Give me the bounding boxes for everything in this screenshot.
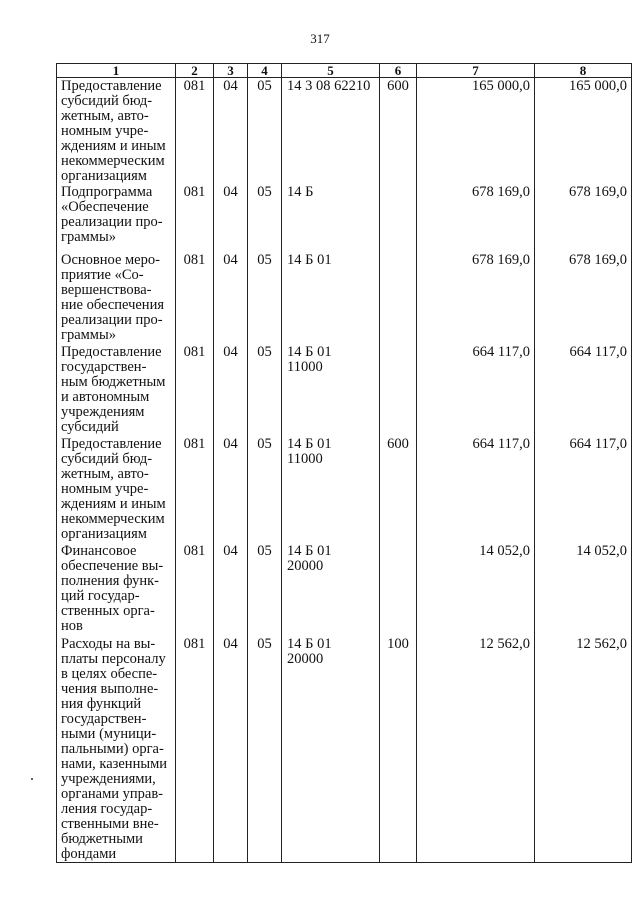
row-name-cell — [57, 436, 176, 543]
table-row — [57, 78, 632, 185]
row-name-cell — [57, 543, 176, 636]
sum-year2-cell: 678 169,0 — [535, 184, 632, 252]
column-header: 8 — [535, 64, 632, 78]
pr-cell: 05 — [248, 344, 282, 436]
sum-year1-cell: 678 169,0 — [417, 252, 535, 344]
csr-cell — [282, 252, 380, 344]
vr-cell: 600 — [380, 436, 417, 543]
csr-code: 14 Б 01 20000 — [287, 543, 332, 574]
sum-year2-cell: 14 052,0 — [535, 543, 632, 636]
table-row — [57, 543, 632, 636]
page-number: 317 — [310, 31, 330, 46]
csr-code: 14 Б — [287, 184, 314, 200]
table-row — [57, 184, 632, 252]
gr-cell: 081 — [176, 252, 214, 344]
rz-cell: 04 — [214, 636, 248, 863]
rz-cell: 04 — [214, 344, 248, 436]
row-name: Предоставление государствен- ным бюджетным и автономным учреждениям субсидий — [61, 344, 166, 435]
pr-cell: 05 — [248, 78, 282, 185]
table-header-row — [57, 64, 632, 78]
rz-cell: 04 — [214, 184, 248, 252]
pr-cell: 05 — [248, 636, 282, 863]
row-name-cell — [57, 252, 176, 344]
sum-year2-cell: 664 117,0 — [535, 344, 632, 436]
csr-code: 14 Б 01 11000 — [287, 344, 332, 375]
rz-cell: 04 — [214, 543, 248, 636]
column-header: 1 — [57, 64, 176, 78]
vr-cell: 100 — [380, 636, 417, 863]
rz-cell: 04 — [214, 252, 248, 344]
row-name: Расходы на вы- платы персоналу в целях обеспе- чения выполне- ния функций государствен- ными (муници- пальными) орга- нами, казенными учреждениями, органами управ- ления государ- ственными вне- бюджетными фондами — [61, 636, 168, 862]
table-row — [57, 252, 632, 344]
csr-code: 14 Б 01 11000 — [287, 436, 332, 467]
row-name: Финансовое обеспечение вы- полнения функ- ций государ- ственных орга- нов — [61, 543, 164, 634]
sum-year2-cell: 664 117,0 — [535, 436, 632, 543]
sum-year1-cell: 165 000,0 — [417, 78, 535, 185]
pr-cell: 05 — [248, 543, 282, 636]
vr-cell — [380, 344, 417, 436]
table-row — [57, 436, 632, 543]
csr-code: 14 3 08 62210 — [287, 78, 371, 94]
csr-cell — [282, 344, 380, 436]
vr-cell: 600 — [380, 78, 417, 185]
gr-cell: 081 — [176, 543, 214, 636]
pr-cell: 05 — [248, 184, 282, 252]
csr-cell — [282, 184, 380, 252]
sum-year1-cell: 12 562,0 — [417, 636, 535, 863]
scan-speck — [31, 778, 33, 780]
csr-cell — [282, 636, 380, 863]
gr-cell: 081 — [176, 184, 214, 252]
csr-cell — [282, 543, 380, 636]
sum-year1-cell: 664 117,0 — [417, 436, 535, 543]
row-name-cell — [57, 344, 176, 436]
sum-year2-cell: 678 169,0 — [535, 252, 632, 344]
column-header: 5 — [282, 64, 380, 78]
rz-cell: 04 — [214, 78, 248, 185]
rz-cell: 04 — [214, 436, 248, 543]
gr-cell: 081 — [176, 78, 214, 185]
row-name-cell — [57, 184, 176, 252]
csr-code: 14 Б 01 — [287, 252, 332, 268]
row-name: Основное меро- приятие «Со- вершенствова- ние обеспечения реализации про- граммы» — [61, 252, 165, 343]
csr-cell — [282, 436, 380, 543]
csr-code: 14 Б 01 20000 — [287, 636, 332, 667]
vr-cell — [380, 543, 417, 636]
column-header: 3 — [214, 64, 248, 78]
table-row — [57, 636, 632, 863]
csr-cell — [282, 78, 380, 185]
sum-year1-cell: 14 052,0 — [417, 543, 535, 636]
pr-cell: 05 — [248, 252, 282, 344]
row-name: Предоставление субсидий бюд- жетным, авто- номным учре- ждениям и иным некоммерческим организациям — [61, 78, 166, 184]
vr-cell — [380, 184, 417, 252]
sum-year2-cell: 12 562,0 — [535, 636, 632, 863]
row-name: Подпрограмма «Обеспечение реализации про- граммы» — [61, 184, 163, 245]
row-name-cell — [57, 78, 176, 185]
pr-cell: 05 — [248, 436, 282, 543]
sum-year1-cell: 678 169,0 — [417, 184, 535, 252]
row-name-cell — [57, 636, 176, 863]
vr-cell — [380, 252, 417, 344]
sum-year1-cell: 664 117,0 — [417, 344, 535, 436]
sum-year2-cell: 165 000,0 — [535, 78, 632, 185]
column-header: 6 — [380, 64, 417, 78]
gr-cell: 081 — [176, 636, 214, 863]
column-header: 2 — [176, 64, 214, 78]
gr-cell: 081 — [176, 344, 214, 436]
row-name: Предоставление субсидий бюд- жетным, авто- номным учре- ждениям и иным некоммерческим организациям — [61, 436, 166, 542]
table-row — [57, 344, 632, 436]
column-header: 7 — [417, 64, 535, 78]
gr-cell: 081 — [176, 436, 214, 543]
column-header: 4 — [248, 64, 282, 78]
budget-table — [56, 63, 632, 863]
